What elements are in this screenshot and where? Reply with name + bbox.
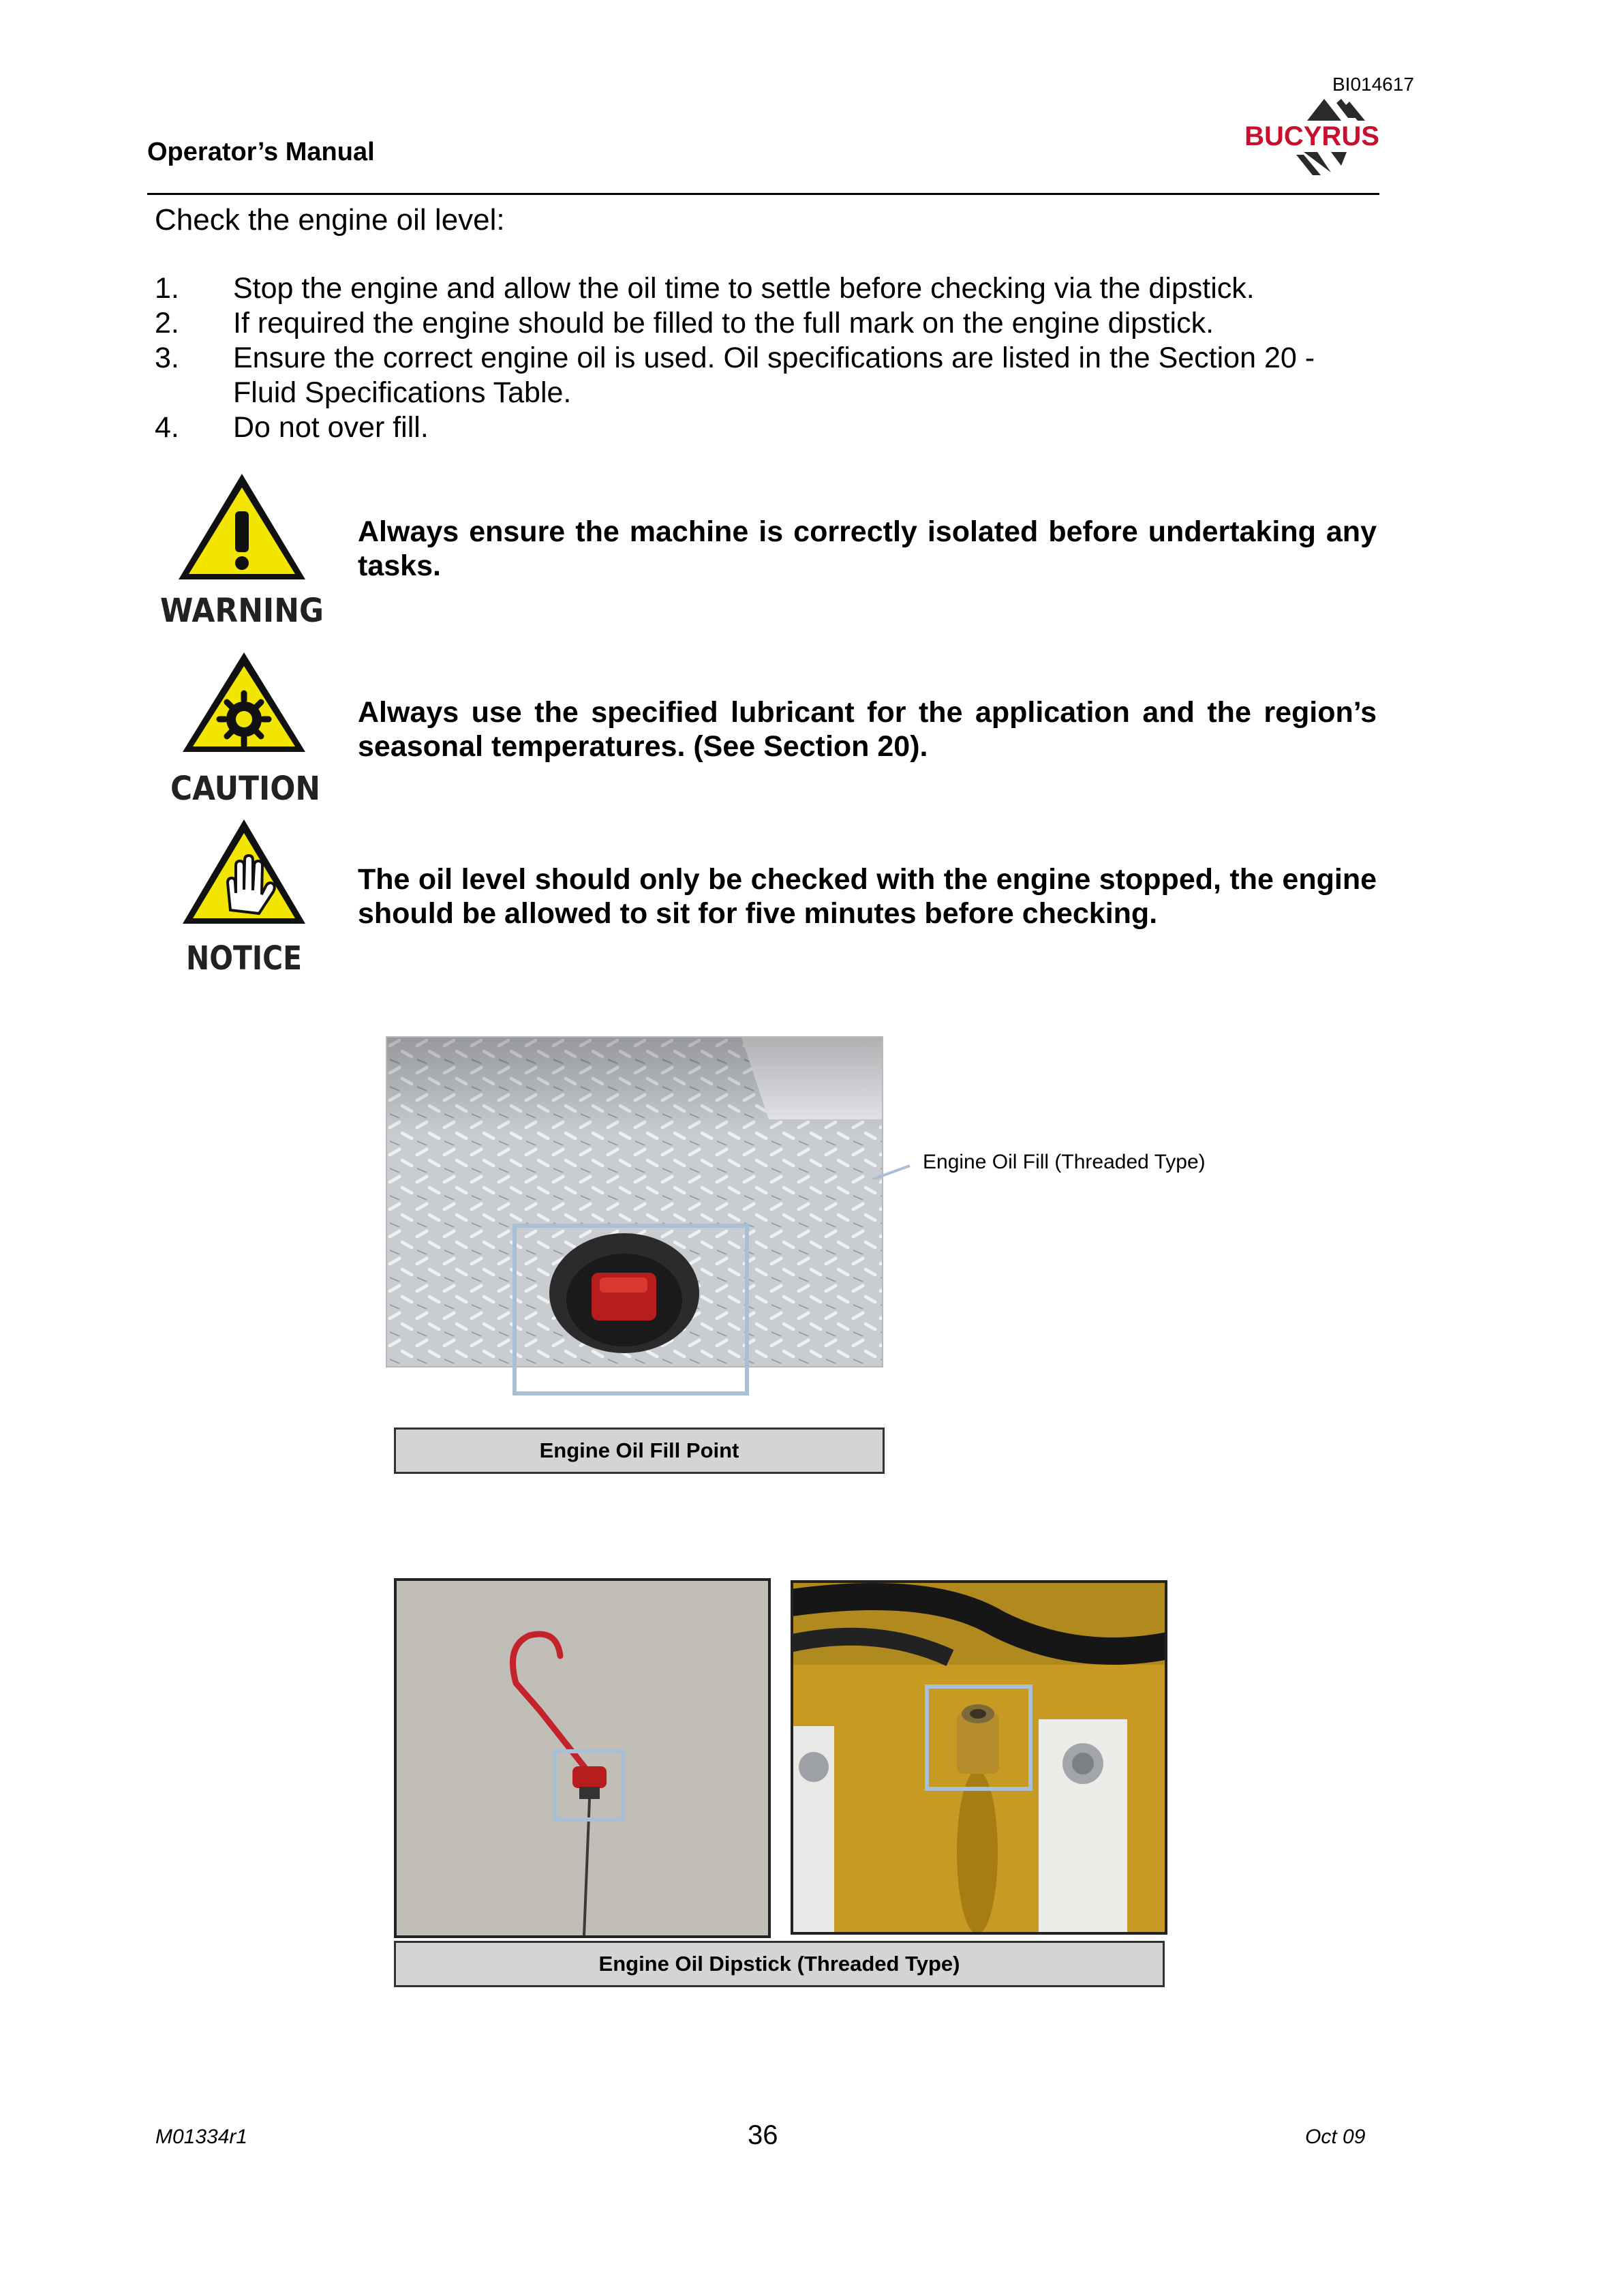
revision-date: Oct 09 [1305,2126,1366,2148]
step-number: 4. [155,411,179,444]
step-text: If required the engine should be filled to the full mark on the engine dipstick. [233,307,1214,339]
warning-text: Always ensure the machine is correctly isolated before undertaking any tasks. [358,515,1377,582]
step-text: Ensure the correct engine oil is used. Oil specifications are listed in the Section 20 - Fluid Specifications Table. [233,342,1315,409]
logo-wordmark: BUCYRUS [1244,121,1379,151]
step-number: 3. [155,342,179,374]
notice-sign-icon [157,818,334,988]
section-intro: Check the engine oil level: [155,203,505,237]
dipstick-tube-photo [791,1580,1167,1935]
dipstick-photo [394,1578,771,1938]
list-item [155,341,1375,410]
fill-point-caption: Engine Oil Fill Point [394,1428,885,1474]
step-text: Do not over fill. [233,411,429,444]
step-text: Stop the engine and allow the oil time to settle before checking via the dipstick. [233,272,1255,305]
page-number: 36 [748,2120,778,2150]
warning-sign-icon [157,470,334,641]
bucyrus-logo [1239,92,1386,184]
list-item [155,306,1375,341]
fill-callout-label: Engine Oil Fill (Threaded Type) [923,1151,1206,1173]
steps-list [155,271,1375,445]
list-item [155,410,1375,445]
fill-cap-highlight [512,1224,749,1395]
dipstick-caption: Engine Oil Dipstick (Threaded Type) [394,1941,1165,1987]
step-number: 1. [155,272,179,305]
notice-text: The oil level should only be checked with the engine stopped, the engine should be allowed to sit for five minutes before checking. [358,863,1377,930]
document-id: BI014617 [1332,74,1414,95]
header-divider [147,193,1379,195]
list-item [155,271,1375,306]
manual-title: Operator’s Manual [147,138,375,166]
warning-note [157,470,1377,641]
caution-label: CAUTION [170,770,320,808]
document-code: M01334r1 [155,2126,248,2148]
callout-leader-line [872,1152,913,1179]
warning-label: WARNING [160,592,324,630]
step-number: 2. [155,307,179,339]
caution-text: Always use the specified lubricant for the application and the region’s seasonal temperatures. (See Section 20). [358,696,1377,763]
caution-note [157,651,1377,821]
caution-sign-icon [157,651,334,821]
notice-note [157,818,1377,988]
notice-label: NOTICE [186,939,302,978]
